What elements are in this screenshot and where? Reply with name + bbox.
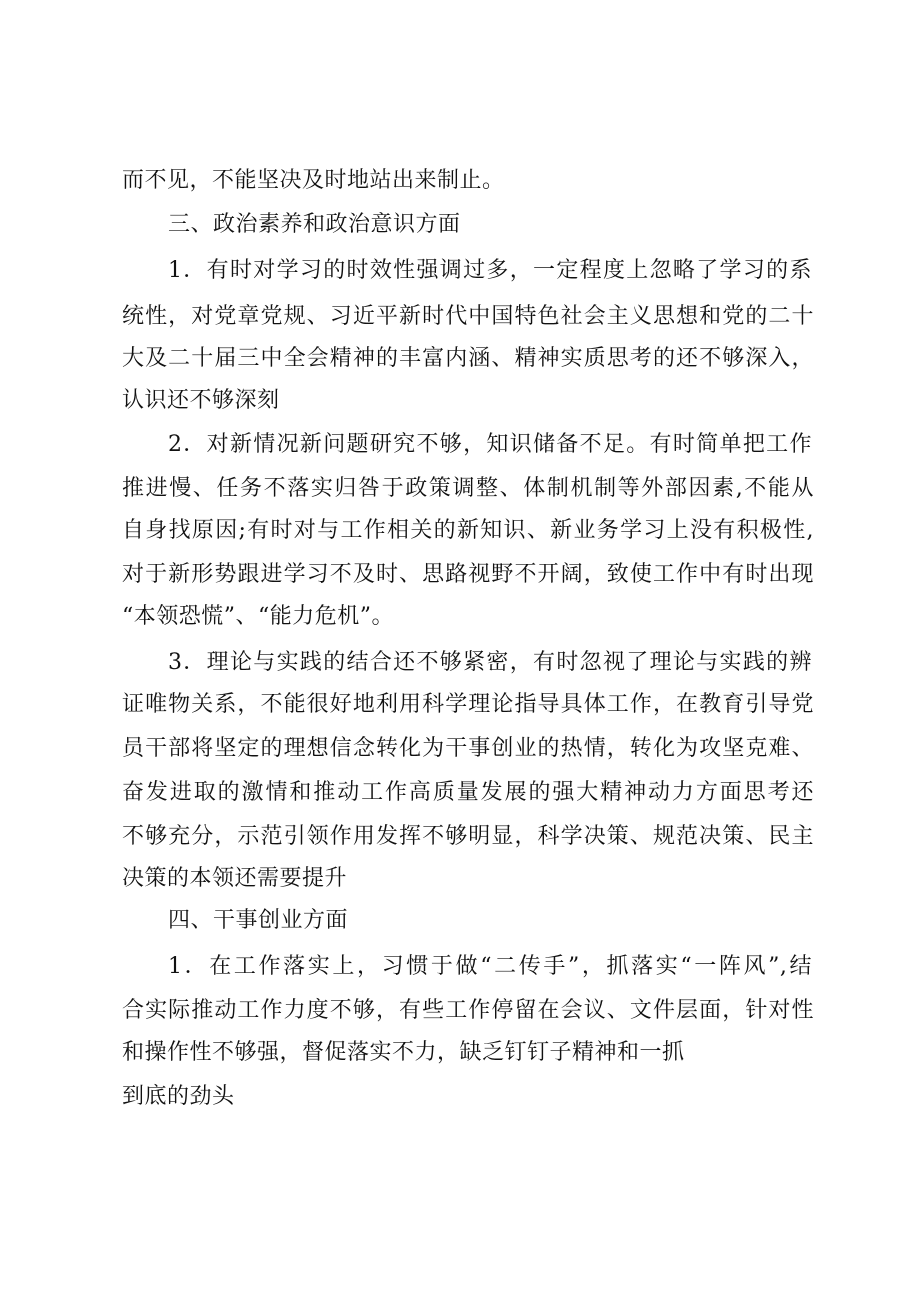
paragraph-line: 合实际推动工作力度不够，有些工作停留在会议、文件层面，针对性 xyxy=(122,998,814,1023)
paragraph-line: 员干部将坚定的理想信念转化为干事创业的热情，转化为攻坚克难、 xyxy=(122,736,814,761)
paragraph-line: 统性，对党章党规、习近平新时代中国特色社会主义思想和党的二十 xyxy=(122,304,814,329)
paragraph-line: 3．理论与实践的结合还不够紧密，有时忽视了理论与实践的辨 xyxy=(168,650,812,675)
paragraph-line: 1．有时对学习的时效性强调过多，一定程度上忽略了学习的系 xyxy=(168,258,812,283)
paragraph-line: 和操作性不够强，督促落实不力，缺乏钉钉子精神和一抓 xyxy=(122,1040,685,1065)
section-heading-4: 四、干事创业方面 xyxy=(168,908,349,933)
paragraph-line: 证唯物关系，不能很好地利用科学理论指导具体工作，在教育引导党 xyxy=(122,692,814,717)
paragraph-line: 大及二十届三中全会精神的丰富内涵、精神实质思考的还不够深入， xyxy=(122,346,814,371)
paragraph-continuation-line: 而不见，不能坚决及时地站出来制止。 xyxy=(122,168,505,193)
paragraph-line: 自身找原因;有时对与工作相关的新知识、新业务学习上没有积极性, xyxy=(122,518,814,543)
paragraph-line: 2．对新情况新问题研究不够，知识储备不足。有时简单把工作 xyxy=(168,432,812,457)
paragraph-line: 奋发进取的激情和推动工作高质量发展的强大精神动力方面思考还 xyxy=(122,780,814,805)
paragraph-line: 对于新形势跟进学习不及时、思路视野不开阔，致使工作中有时出现 xyxy=(122,562,814,587)
paragraph-line: 决策的本领还需要提升 xyxy=(122,866,348,891)
section-heading-3: 三、政治素养和政治意识方面 xyxy=(168,212,461,237)
paragraph-line: 不够充分，示范引领作用发挥不够明显，科学决策、规范决策、民主 xyxy=(122,824,814,849)
paragraph-line: 认识还不够深刻 xyxy=(122,388,280,413)
paragraph-line: “本领恐慌”、“能力危机”。 xyxy=(122,604,394,629)
paragraph-line: 推进慢、任务不落实归咎于政策调整、体制机制等外部因素,不能从 xyxy=(122,476,814,501)
paragraph-line: 到底的劲头 xyxy=(122,1084,235,1109)
paragraph-line: 1．在工作落实上，习惯于做“二传手”，抓落实“一阵风”,结 xyxy=(168,954,812,979)
